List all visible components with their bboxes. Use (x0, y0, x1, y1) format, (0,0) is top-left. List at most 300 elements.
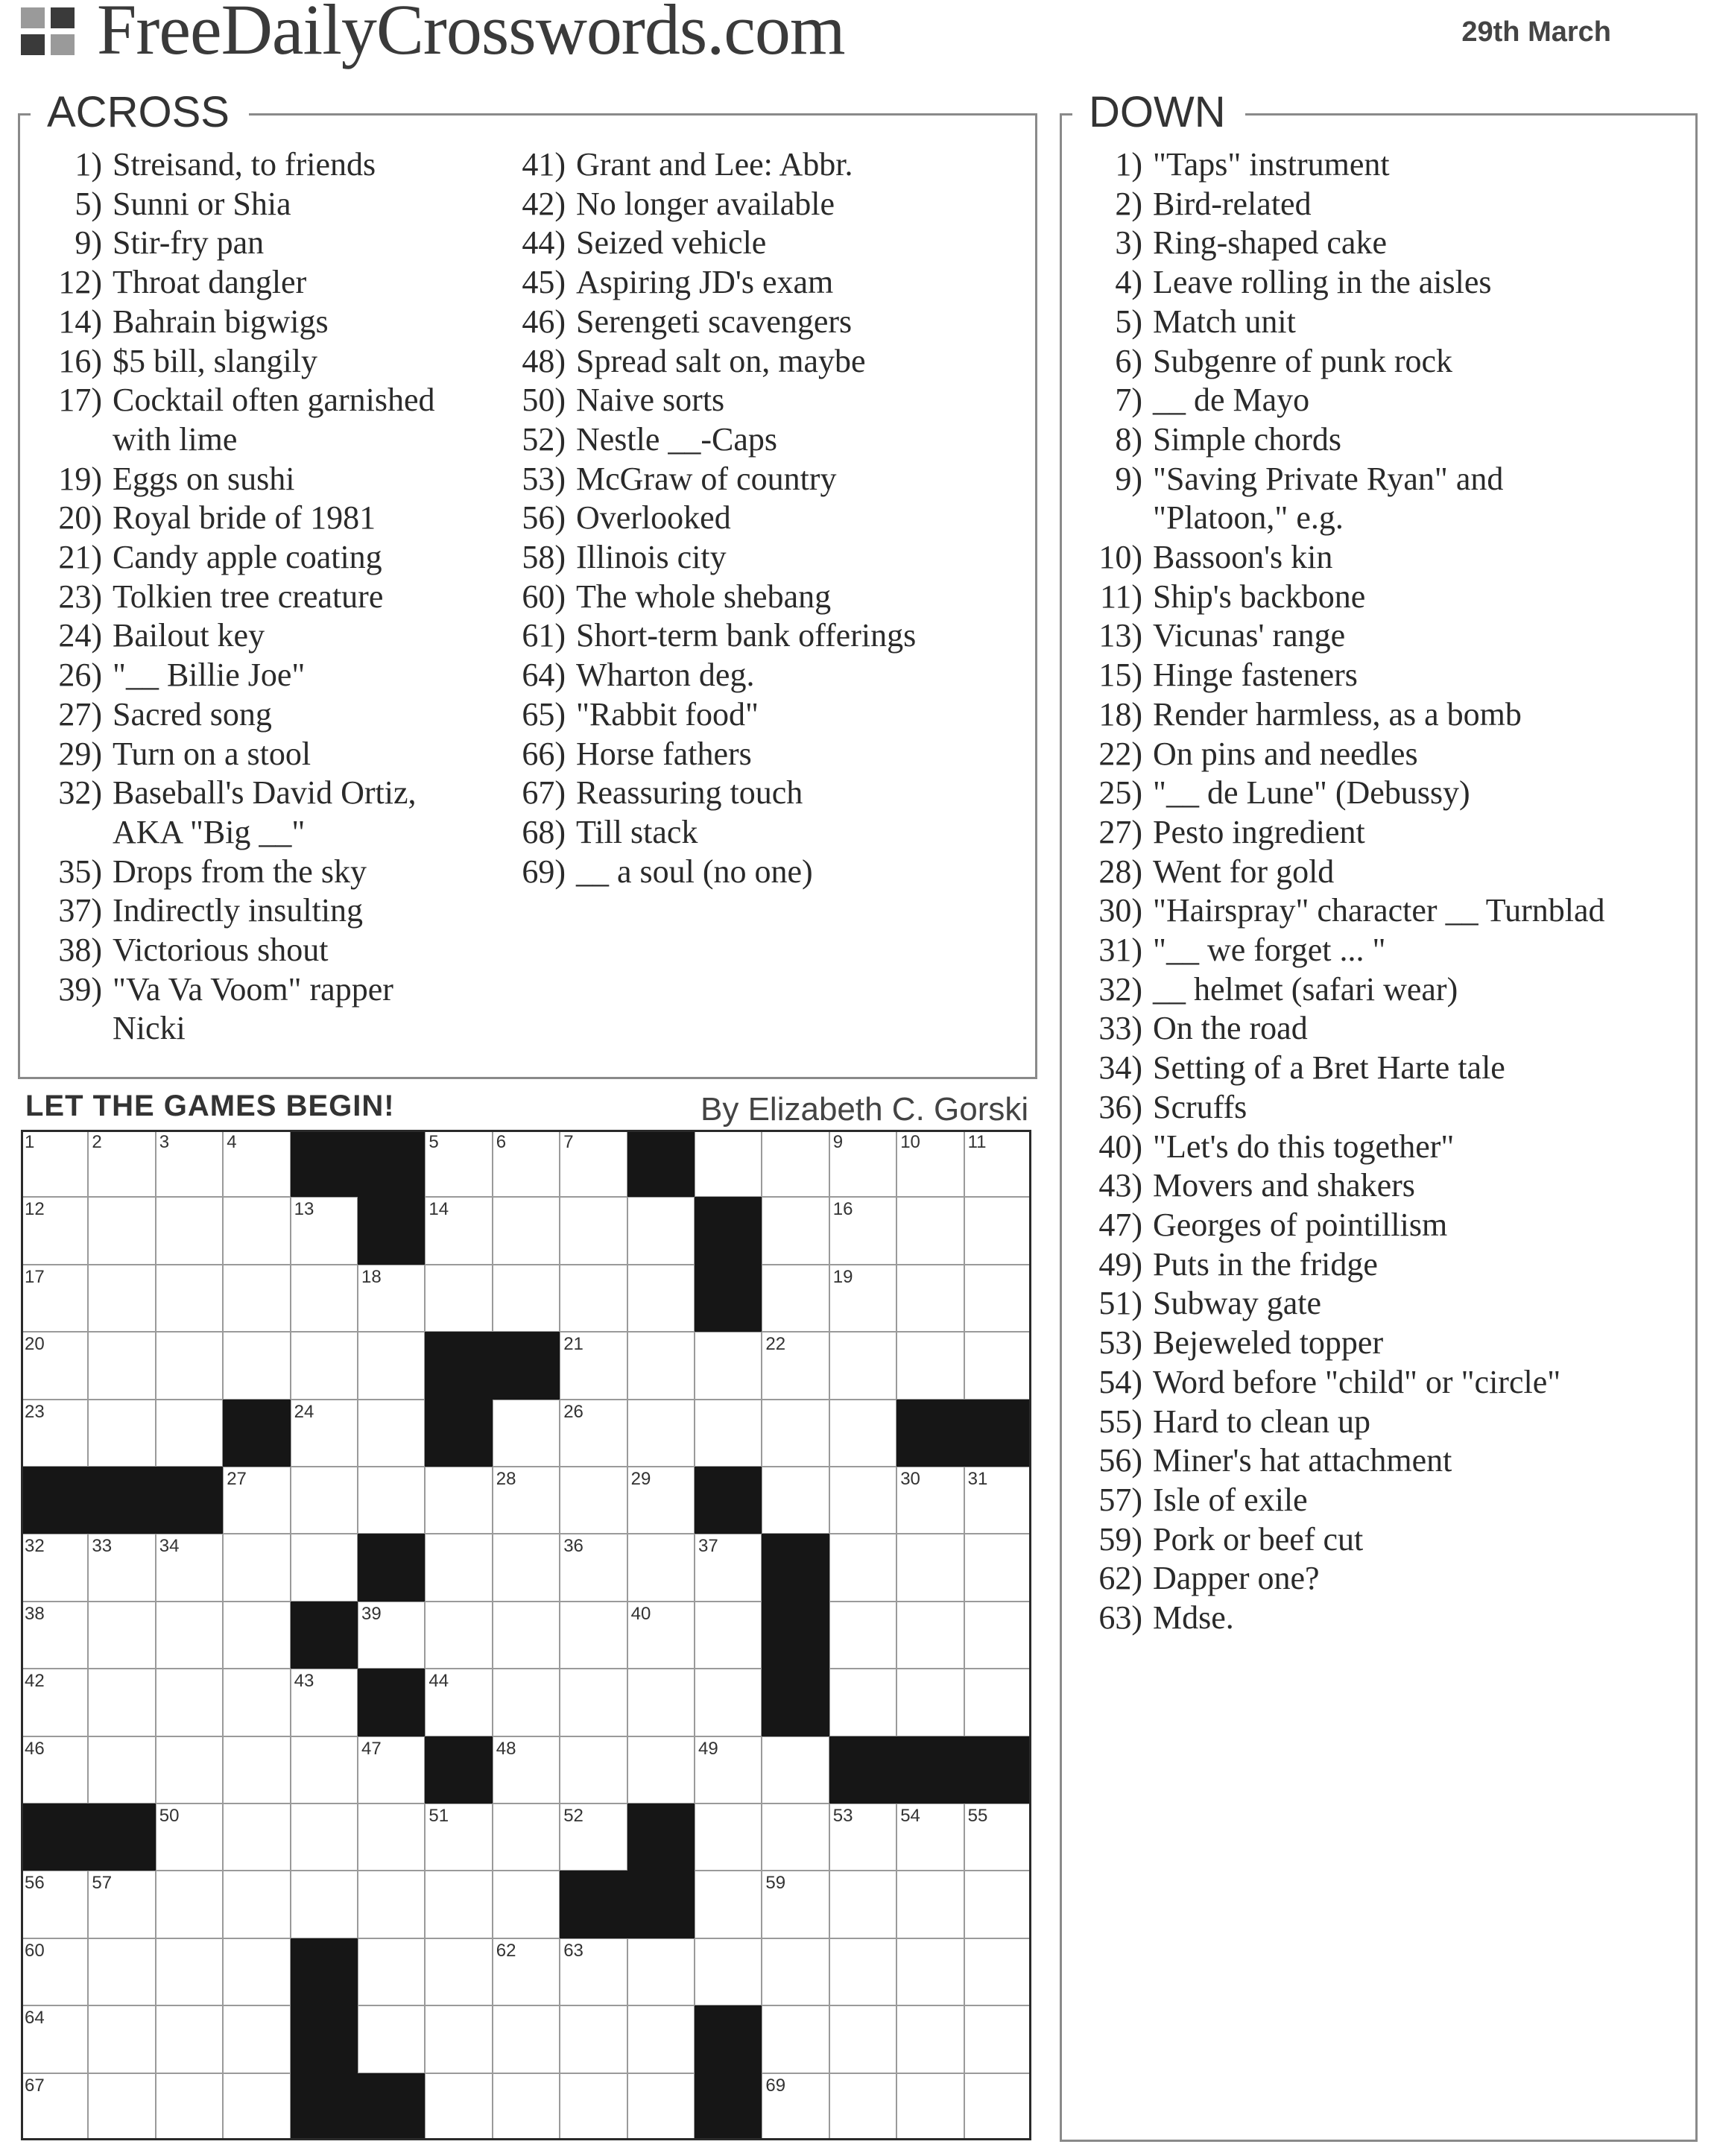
grid-cell[interactable] (425, 1265, 492, 1332)
clue-item[interactable] (513, 735, 1020, 774)
grid-cell[interactable] (762, 1467, 829, 1534)
grid-cell[interactable] (493, 1602, 560, 1669)
grid-cell[interactable] (762, 2005, 829, 2073)
grid-cell[interactable] (223, 1534, 290, 1601)
clue-item[interactable] (513, 342, 1020, 382)
grid-cell[interactable] (964, 2005, 1031, 2073)
grid-cell[interactable] (829, 1938, 896, 2005)
grid-cell[interactable] (560, 1265, 627, 1332)
grid-cell[interactable] (896, 1803, 964, 1871)
clue-item[interactable] (1090, 145, 1686, 185)
grid-cell[interactable] (156, 1197, 223, 1264)
grid-cell[interactable] (829, 1871, 896, 1938)
clue-item[interactable] (1090, 263, 1686, 303)
clue-item[interactable] (1090, 1520, 1686, 1560)
grid-cell[interactable] (156, 1332, 223, 1399)
grid-cell[interactable] (21, 1669, 88, 1736)
grid-cell[interactable] (493, 1803, 560, 1871)
grid-cell[interactable] (156, 1669, 223, 1736)
grid-cell[interactable] (560, 1332, 627, 1399)
grid-cell[interactable] (829, 1467, 896, 1534)
grid-cell[interactable] (223, 1938, 290, 2005)
grid-cell[interactable] (358, 1736, 425, 1803)
clue-item[interactable] (1090, 616, 1686, 656)
grid-cell[interactable] (695, 1803, 762, 1871)
grid-cell[interactable] (493, 1736, 560, 1803)
grid-cell[interactable] (493, 1871, 560, 1938)
clue-item[interactable] (50, 263, 512, 303)
clue-item[interactable] (513, 499, 1020, 538)
clue-item[interactable] (50, 185, 512, 224)
grid-cell[interactable] (829, 1197, 896, 1264)
grid-cell[interactable] (695, 1400, 762, 1467)
grid-cell[interactable] (88, 2073, 155, 2140)
clue-item[interactable] (50, 342, 512, 382)
grid-cell[interactable] (829, 1669, 896, 1736)
grid-cell[interactable] (896, 2005, 964, 2073)
grid-cell[interactable] (88, 1938, 155, 2005)
grid-cell[interactable] (829, 1602, 896, 1669)
grid-cell[interactable] (896, 2073, 964, 2140)
clue-item[interactable] (513, 460, 1020, 499)
clue-item[interactable] (513, 145, 1020, 185)
grid-cell[interactable] (829, 1265, 896, 1332)
grid-cell[interactable] (695, 1736, 762, 1803)
clue-item[interactable] (513, 381, 1020, 420)
clue-text: "__ Billie Joe" (113, 657, 306, 694)
grid-cell[interactable] (156, 2073, 223, 2140)
clue-item[interactable] (1090, 381, 1686, 420)
grid-cell[interactable] (493, 1534, 560, 1601)
clue-item[interactable] (50, 774, 512, 813)
clue-item[interactable] (1090, 1049, 1686, 1088)
grid-cell[interactable] (21, 1871, 88, 1938)
grid-cell[interactable] (627, 1265, 695, 1332)
grid-cell[interactable] (829, 1534, 896, 1601)
grid-cell[interactable] (964, 1130, 1031, 1197)
grid-cell[interactable] (829, 2005, 896, 2073)
grid-cell[interactable] (560, 1467, 627, 1534)
clue-item[interactable] (513, 263, 1020, 303)
grid-cell[interactable] (425, 1534, 492, 1601)
grid-cell[interactable] (627, 1669, 695, 1736)
site-title[interactable]: FreeDailyCrosswords.com (97, 0, 845, 69)
grid-cell[interactable] (291, 1332, 358, 1399)
clue-item[interactable] (1090, 1599, 1686, 1638)
clue-number: 12) (58, 264, 102, 301)
clue-item[interactable] (1090, 970, 1686, 1010)
grid-cell[interactable] (156, 1400, 223, 1467)
cell-number: 43 (294, 1671, 314, 1692)
grid-cell[interactable] (560, 1736, 627, 1803)
clue-item[interactable] (50, 224, 512, 263)
grid-cell[interactable] (964, 1197, 1031, 1264)
clue-continuation (50, 813, 512, 853)
grid-cell[interactable] (156, 2005, 223, 2073)
grid-cell[interactable] (21, 1400, 88, 1467)
grid-cell[interactable] (425, 2073, 492, 2140)
clue-number: 53) (522, 460, 566, 497)
grid-block (291, 2073, 358, 2140)
grid-cell[interactable] (964, 1803, 1031, 1871)
clue-item[interactable] (50, 460, 512, 499)
clue-number: 45) (522, 264, 566, 301)
clue-number: 28) (1098, 853, 1142, 890)
clue-item[interactable] (1090, 1128, 1686, 1167)
grid-cell[interactable] (964, 1332, 1031, 1399)
grid-cell[interactable] (627, 1467, 695, 1534)
grid-cell[interactable] (223, 1803, 290, 1871)
clue-text: Nicki (113, 1010, 186, 1047)
grid-cell[interactable] (964, 1265, 1031, 1332)
grid-cell[interactable] (762, 1400, 829, 1467)
clue-item[interactable] (1090, 656, 1686, 695)
grid-cell[interactable] (88, 1736, 155, 1803)
grid-cell[interactable] (156, 1265, 223, 1332)
clue-text: Spread salt on, maybe (576, 342, 866, 379)
grid-cell[interactable] (425, 1130, 492, 1197)
grid-cell[interactable] (223, 1265, 290, 1332)
grid-cell[interactable] (21, 1265, 88, 1332)
clue-item[interactable] (513, 656, 1020, 695)
cell-number: 21 (563, 1334, 583, 1355)
grid-cell[interactable] (223, 1130, 290, 1197)
grid-cell[interactable] (896, 1534, 964, 1601)
grid-cell[interactable] (762, 1332, 829, 1399)
grid-cell[interactable] (829, 1332, 896, 1399)
clue-item[interactable] (50, 853, 512, 892)
grid-cell[interactable] (425, 1938, 492, 2005)
cell-number: 10 (900, 1132, 920, 1152)
grid-cell[interactable] (695, 1602, 762, 1669)
grid-cell[interactable] (156, 1736, 223, 1803)
grid-cell[interactable] (358, 1938, 425, 2005)
clue-number: 68) (522, 813, 566, 850)
grid-cell[interactable] (291, 1197, 358, 1264)
clue-item[interactable] (1090, 460, 1686, 499)
grid-cell[interactable] (223, 2073, 290, 2140)
grid-cell[interactable] (560, 1400, 627, 1467)
grid-cell[interactable] (896, 1602, 964, 1669)
grid-cell[interactable] (964, 2073, 1031, 2140)
grid-cell[interactable] (964, 1534, 1031, 1601)
grid-cell[interactable] (358, 1400, 425, 1467)
grid-cell[interactable] (896, 1669, 964, 1736)
grid-cell[interactable] (829, 2073, 896, 2140)
grid-cell[interactable] (88, 1400, 155, 1467)
grid-cell[interactable] (425, 1803, 492, 1871)
grid-cell[interactable] (425, 1871, 492, 1938)
grid-cell[interactable] (896, 1197, 964, 1264)
grid-block (223, 1400, 290, 1467)
clue-number: 14) (58, 303, 102, 340)
clue-item[interactable] (1090, 774, 1686, 813)
clue-item[interactable] (513, 420, 1020, 460)
clue-item[interactable] (50, 538, 512, 578)
grid-cell[interactable] (493, 1130, 560, 1197)
grid-cell[interactable] (560, 2005, 627, 2073)
clue-item[interactable] (1090, 1284, 1686, 1324)
grid-cell[interactable] (896, 1938, 964, 2005)
grid-cell[interactable] (695, 1669, 762, 1736)
clue-item[interactable] (513, 774, 1020, 813)
clue-item[interactable] (50, 616, 512, 656)
grid-cell[interactable] (493, 1400, 560, 1467)
clue-item[interactable] (513, 185, 1020, 224)
grid-block (358, 1130, 425, 1197)
grid-block (425, 1736, 492, 1803)
grid-cell[interactable] (493, 1938, 560, 2005)
grid-cell[interactable] (560, 1130, 627, 1197)
grid-cell[interactable] (493, 1467, 560, 1534)
clue-item[interactable] (1090, 1481, 1686, 1520)
grid-cell[interactable] (560, 1197, 627, 1264)
grid-cell[interactable] (627, 1197, 695, 1264)
grid-cell[interactable] (762, 1938, 829, 2005)
clue-number: 8) (1115, 420, 1142, 458)
clue-item[interactable] (1090, 735, 1686, 774)
clue-text: Went for gold (1153, 853, 1335, 890)
clue-item[interactable] (513, 578, 1020, 617)
clue-number: 50) (522, 382, 566, 419)
grid-cell[interactable] (627, 2005, 695, 2073)
grid-cell[interactable] (896, 1467, 964, 1534)
clue-item[interactable] (1090, 185, 1686, 224)
grid-block (695, 2073, 762, 2140)
grid-cell[interactable] (88, 1534, 155, 1601)
clue-item[interactable] (50, 891, 512, 931)
clue-text: Dapper one? (1153, 1560, 1320, 1597)
clue-item[interactable] (50, 735, 512, 774)
clue-item[interactable] (1090, 1206, 1686, 1245)
grid-cell[interactable] (493, 2005, 560, 2073)
clue-item[interactable] (513, 538, 1020, 578)
grid-cell[interactable] (762, 1197, 829, 1264)
clue-number: 31) (1098, 932, 1142, 969)
grid-cell[interactable] (493, 1197, 560, 1264)
grid-cell[interactable] (964, 1871, 1031, 1938)
grid-cell[interactable] (560, 2073, 627, 2140)
grid-cell[interactable] (156, 1534, 223, 1601)
clue-text: Cocktail often garnished (113, 382, 435, 419)
clue-item[interactable] (513, 303, 1020, 342)
grid-cell[interactable] (21, 1197, 88, 1264)
clue-item[interactable] (1090, 1403, 1686, 1442)
grid-cell[interactable] (762, 1130, 829, 1197)
grid-cell[interactable] (560, 1938, 627, 2005)
grid-cell[interactable] (291, 1669, 358, 1736)
grid-cell[interactable] (627, 1736, 695, 1803)
grid-cell[interactable] (88, 1130, 155, 1197)
grid-cell[interactable] (156, 1130, 223, 1197)
grid-cell[interactable] (156, 1803, 223, 1871)
grid-cell[interactable] (829, 1803, 896, 1871)
clue-item[interactable] (1090, 1009, 1686, 1049)
grid-cell[interactable] (223, 1332, 290, 1399)
grid-cell[interactable] (493, 2073, 560, 2140)
grid-cell[interactable] (762, 2073, 829, 2140)
grid-cell[interactable] (21, 2073, 88, 2140)
grid-cell[interactable] (358, 1871, 425, 1938)
clue-item[interactable] (1090, 695, 1686, 735)
grid-cell[interactable] (425, 2005, 492, 2073)
grid-cell[interactable] (425, 1197, 492, 1264)
grid-cell[interactable] (829, 1130, 896, 1197)
across-clues-box (18, 88, 1037, 1079)
grid-cell[interactable] (88, 2005, 155, 2073)
clue-item[interactable] (1090, 1559, 1686, 1599)
grid-cell[interactable] (896, 1871, 964, 1938)
grid-cell[interactable] (223, 1602, 290, 1669)
clue-item[interactable] (513, 813, 1020, 853)
grid-cell[interactable] (560, 1534, 627, 1601)
clue-item[interactable] (1090, 1088, 1686, 1128)
clue-item[interactable] (1090, 1441, 1686, 1481)
grid-cell[interactable] (291, 1871, 358, 1938)
clue-item[interactable] (1090, 420, 1686, 460)
clue-item[interactable] (1090, 931, 1686, 970)
grid-cell[interactable] (762, 1803, 829, 1871)
clue-item[interactable] (1090, 853, 1686, 892)
clue-item[interactable] (1090, 813, 1686, 853)
clue-item[interactable] (50, 381, 512, 420)
clue-item[interactable] (1090, 1166, 1686, 1206)
grid-cell[interactable] (560, 1669, 627, 1736)
grid-cell[interactable] (627, 2073, 695, 2140)
grid-cell[interactable] (223, 1871, 290, 1938)
grid-cell[interactable] (695, 1938, 762, 2005)
down-heading: DOWN (1072, 83, 1245, 142)
grid-cell[interactable] (291, 1736, 358, 1803)
grid-cell[interactable] (223, 1467, 290, 1534)
clue-item[interactable] (50, 145, 512, 185)
grid-cell[interactable] (762, 1871, 829, 1938)
grid-cell[interactable] (358, 2005, 425, 2073)
grid-cell[interactable] (964, 1467, 1031, 1534)
grid-cell[interactable] (21, 1534, 88, 1601)
grid-cell[interactable] (829, 1400, 896, 1467)
grid-cell[interactable] (358, 1265, 425, 1332)
clue-text: Simple chords (1153, 420, 1341, 458)
clue-item[interactable] (50, 303, 512, 342)
clue-item[interactable] (1090, 342, 1686, 382)
grid-cell[interactable] (627, 1534, 695, 1601)
grid-cell[interactable] (291, 1265, 358, 1332)
clue-item[interactable] (1090, 891, 1686, 931)
grid-cell[interactable] (425, 1669, 492, 1736)
grid-cell[interactable] (291, 1534, 358, 1601)
grid-cell[interactable] (88, 1265, 155, 1332)
grid-cell[interactable] (156, 1871, 223, 1938)
clue-text: On the road (1153, 1010, 1308, 1047)
grid-cell[interactable] (21, 1736, 88, 1803)
grid-cell[interactable] (560, 1803, 627, 1871)
clue-item[interactable] (50, 499, 512, 538)
grid-block (291, 1938, 358, 2005)
grid-cell[interactable] (223, 2005, 290, 2073)
grid-cell[interactable] (627, 1400, 695, 1467)
clue-item[interactable] (50, 656, 512, 695)
clue-item[interactable] (50, 931, 512, 970)
grid-cell[interactable] (88, 1602, 155, 1669)
clue-item[interactable] (1090, 1363, 1686, 1403)
grid-cell[interactable] (358, 1803, 425, 1871)
clue-text: Bassoon's kin (1153, 539, 1333, 576)
grid-cell[interactable] (358, 1467, 425, 1534)
grid-cell[interactable] (291, 1467, 358, 1534)
clue-item[interactable] (513, 224, 1020, 263)
grid-cell[interactable] (896, 1265, 964, 1332)
grid-block (291, 1602, 358, 1669)
clue-item[interactable] (513, 695, 1020, 735)
clue-item[interactable] (1090, 1324, 1686, 1363)
grid-cell[interactable] (425, 1467, 492, 1534)
grid-cell[interactable] (291, 1803, 358, 1871)
clue-item[interactable] (50, 695, 512, 735)
grid-cell[interactable] (358, 1602, 425, 1669)
grid-cell[interactable] (560, 1602, 627, 1669)
cell-number: 37 (698, 1536, 718, 1557)
grid-cell[interactable] (156, 1602, 223, 1669)
grid-cell[interactable] (627, 1938, 695, 2005)
grid-cell[interactable] (695, 1332, 762, 1399)
grid-cell[interactable] (896, 1332, 964, 1399)
clue-item[interactable] (513, 853, 1020, 892)
grid-cell[interactable] (156, 1938, 223, 2005)
grid-cell[interactable] (21, 1130, 88, 1197)
grid-cell[interactable] (964, 1938, 1031, 2005)
grid-cell[interactable] (223, 1736, 290, 1803)
across-heading: ACROSS (31, 83, 249, 142)
grid-cell[interactable] (964, 1669, 1031, 1736)
grid-cell[interactable] (291, 1400, 358, 1467)
clue-item[interactable] (1090, 538, 1686, 578)
grid-cell[interactable] (21, 1602, 88, 1669)
grid-cell[interactable] (896, 1130, 964, 1197)
grid-cell[interactable] (88, 1332, 155, 1399)
grid-cell[interactable] (695, 1130, 762, 1197)
grid-cell[interactable] (21, 1938, 88, 2005)
grid-cell[interactable] (762, 1265, 829, 1332)
clue-item[interactable] (513, 616, 1020, 656)
clue-item[interactable] (1090, 224, 1686, 263)
grid-cell[interactable] (627, 1332, 695, 1399)
grid-cell[interactable] (964, 1602, 1031, 1669)
grid-cell[interactable] (223, 1197, 290, 1264)
grid-cell[interactable] (627, 1602, 695, 1669)
clue-item[interactable] (50, 970, 512, 1010)
grid-cell[interactable] (358, 1332, 425, 1399)
grid-cell[interactable] (695, 1871, 762, 1938)
clue-item[interactable] (50, 578, 512, 617)
grid-cell[interactable] (762, 1736, 829, 1803)
grid-cell[interactable] (493, 1265, 560, 1332)
grid-cell[interactable] (21, 1332, 88, 1399)
grid-cell[interactable] (88, 1669, 155, 1736)
grid-cell[interactable] (223, 1669, 290, 1736)
clue-number: 40) (1098, 1128, 1142, 1165)
grid-cell[interactable] (493, 1669, 560, 1736)
grid-cell[interactable] (88, 1871, 155, 1938)
clue-item[interactable] (1090, 578, 1686, 617)
grid-cell[interactable] (695, 1534, 762, 1601)
grid-cell[interactable] (88, 1197, 155, 1264)
grid-cell[interactable] (425, 1602, 492, 1669)
grid-cell[interactable] (21, 2005, 88, 2073)
clue-item[interactable] (1090, 1245, 1686, 1285)
clue-number: 2) (1115, 185, 1142, 222)
clue-item[interactable] (1090, 303, 1686, 342)
